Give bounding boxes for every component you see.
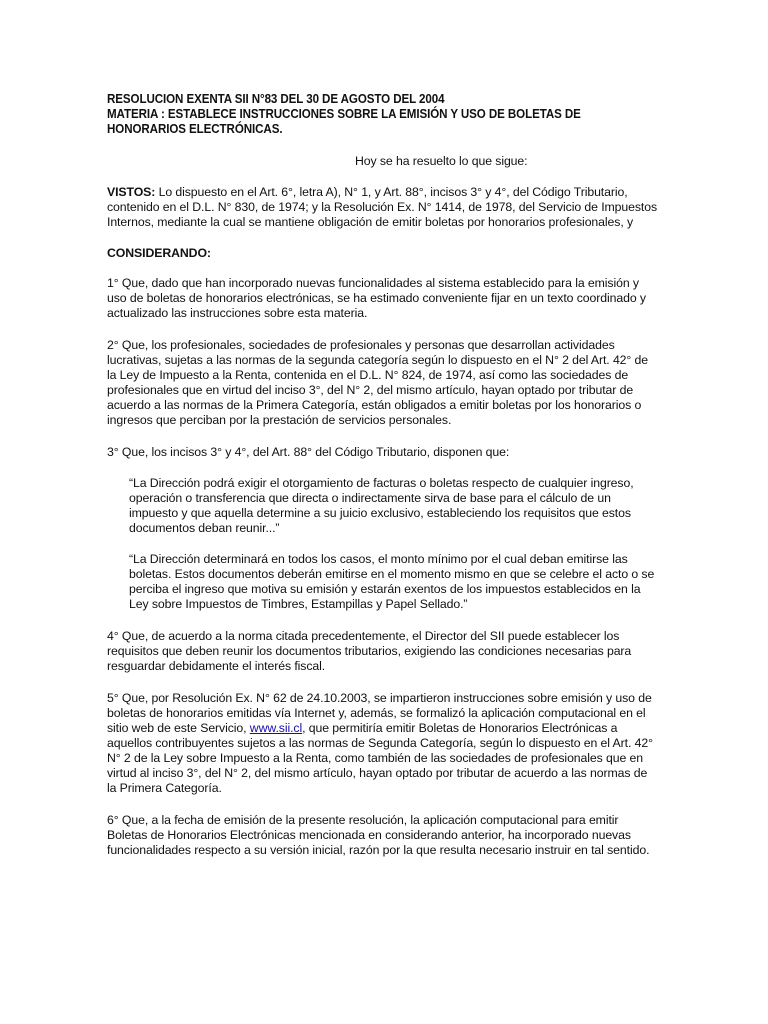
considerando-5 <box>107 691 659 796</box>
considerando-heading: CONSIDERANDO: <box>107 246 211 260</box>
document-title <box>107 92 659 137</box>
sii-website-link[interactable]: www.sii.cl <box>249 721 303 735</box>
document-page <box>107 92 659 858</box>
quote-inciso-4: “La Dirección determinará en todos los casos, el monto mínimo por el cual deban emitirse las boletas. Estos documentos deberán emitirse en el momento mismo en que se celebre el acto o se perciba el ingreso que motiva su emisión y estarán exentos de los impuestos establecidos en la Ley sobre Impuestos de Timbres, Estampillas y Papel Sellado.” <box>129 552 655 611</box>
title-line-materia-cont: HONORARIOS ELECTRÓNICAS. <box>107 122 283 136</box>
title-line-resolution: RESOLUCION EXENTA SII N°83 DEL 30 DE AGOSTO DEL 2004 <box>107 92 445 106</box>
quote-inciso-3: “La Dirección podrá exigir el otorgamiento de facturas o boletas respecto de cualquier ingreso, operación o transferencia que directa o indirectamente sirva de base para el cálculo de un impuesto y que aquella determine a su juicio exclusivo, estableciendo los requisitos que estos documentos deban reunir...” <box>129 476 634 535</box>
considerando-6: 6° Que, a la fecha de emisión de la presente resolución, la aplicación computacional para emitir Boletas de Honorarios Electrónicas mencionada en considerando anterior, ha incorporado nuevas funcionalidades respecto a su versión inicial, razón por la que resulta necesario instruir en tal sentido. <box>107 813 650 857</box>
title-line-materia: MATERIA : ESTABLECE INSTRUCCIONES SOBRE LA EMISIÓN Y USO DE BOLETAS DE <box>107 107 581 121</box>
considerando-2: 2° Que, los profesionales, sociedades de profesionales y personas que desarrollan actividades lucrativas, sujetas a las normas de la segunda categoría según lo dispuesto en el N° 2 del Art. 42° de la Ley de Impuesto a la Renta, contenida en el D.L. N° 824, de 1974, así como las sociedades de profesionales que en virtud del inciso 3°, del N° 2, del mismo artículo, hayan optado por tributar de acuerdo a las normas de la Primera Categoría, están obligados a emitir boletas por los honorarios o ingresos que perciban por la prestación de servicios personales. <box>107 338 649 427</box>
considerando-1: 1° Que, dado que han incorporado nuevas funcionalidades al sistema establecido para la emisión y uso de boletas de honorarios electrónicas, se ha estimado conveniente fijar en un texto coordinado y actualizado las instrucciones sobre esta materia. <box>107 276 646 320</box>
considerando-3: 3° Que, los incisos 3° y 4°, del Art. 88° del Código Tributario, disponen que: <box>107 445 510 459</box>
vistos-text: Lo dispuesto en el Art. 6°, letra A), N° 1, y Art. 88°, incisos 3° y 4°, del Código Tributario, contenido en el D.L. N° 830, de 1974; y la Resolución Ex. N° 1414, de 1978, del Servicio de Impuestos Internos, mediante la cual se mantiene obligación de emitir boletas por honorarios profesionales, y <box>107 185 658 229</box>
vistos-paragraph <box>107 185 659 230</box>
considerando-5-text-after: , que permitiría emitir Boletas de Honorarios Electrónicas a aquellos contribuyentes sujetos a las normas de Segunda Categoría, según lo dispuesto en el Art. 42° N° 2 de la Ley sobre Impuesto a la Renta, como también de las sociedades de profesionales que en virtud al inciso 3°, del N° 2, del mismo artículo, hayan optado por tributar de acuerdo a las normas de la Primera Categoría. <box>107 721 653 795</box>
considerando-5-text-before: 5° Que, por Resolución Ex. N° 62 de 24.10.2003, se impartieron instrucciones sobre emisión y uso de boletas de honorarios emitidas vía Internet y, además, se formalizó la aplicación computacional en el sitio web de este Servicio, <box>107 691 652 735</box>
considerando-4: 4° Que, de acuerdo a la norma citada precedentemente, el Director del SII puede establecer los requisitos que deben reunir los documentos tributarios, exigiendo las condiciones necesarias para resguardar debidamente el interés fiscal. <box>107 629 632 673</box>
vistos-label: VISTOS: <box>107 185 156 199</box>
intro-text: Hoy se ha resuelto lo que sigue: <box>355 154 528 168</box>
